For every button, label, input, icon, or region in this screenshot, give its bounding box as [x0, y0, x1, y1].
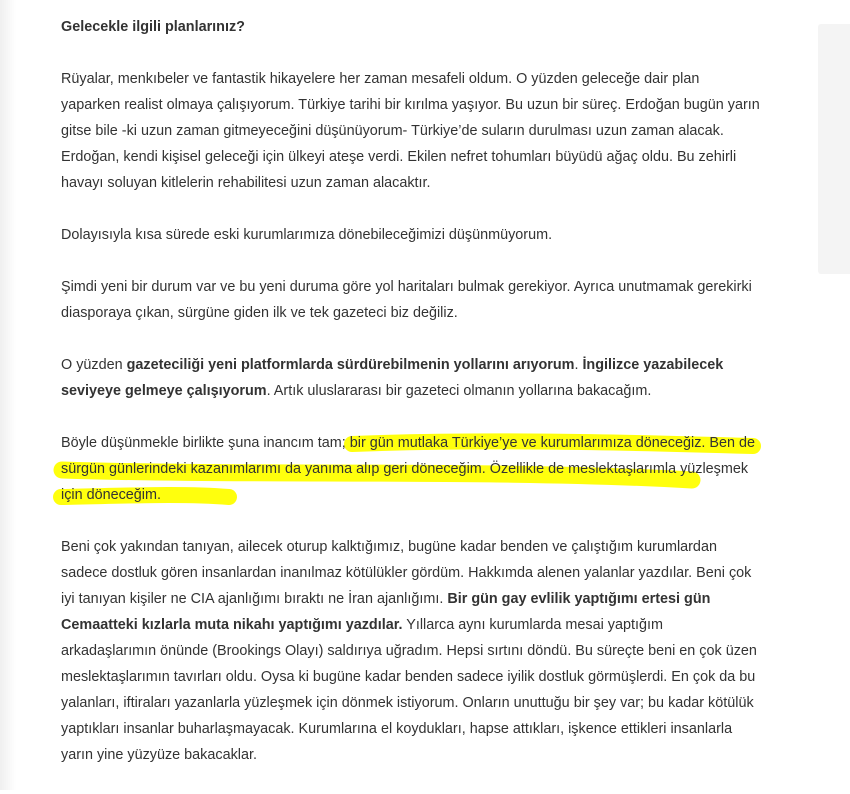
paragraph-4-bold-b: İngilizce yazabilecek seviyeye gelmeye çalışıyorum: [61, 357, 724, 399]
paragraph-1: Rüyalar, menkıbeler ve fantastik hikayelere her zaman mesafeli oldum. O yüzden geleceğe dair plan yaparken realist olmaya çalışıyorum. Türkiye tarihi bir kırılma yaşıyor. Bu uzun bir süreç. Erdoğan bugün yarın gitse bile -ki uzun zaman gitmeyeceğini düşünüyorum- Türkiye’de suların durulması uzun zaman alacak. Erdoğan, kendi kişisel geleceği için ülkeyi ateşe verdi. Ekilen nefret tohumları büyüdü ağaç oldu. Bu zehirli havayı soluyan kitlelerin rehabilitesi uzun zaman alacaktır.: [61, 71, 760, 191]
sidebar-panel: [818, 24, 850, 274]
paragraph-6-bold: Bir gün gay evlilik yaptığımı ertesi gün Cemaatteki kızlarla muta nikahı yaptığımı yazdılar.: [61, 591, 711, 633]
paragraph-4-bold-a: gazeteciliği yeni platformlarda sürdürebilmenin yollarını arıyorum: [126, 357, 575, 373]
paragraph-4-text-a: O yüzden: [61, 357, 127, 373]
paragraph-2: Dolayısıyla kısa sürede eski kurumlarımıza dönebileceğimizi düşünmüyorum.: [61, 227, 553, 243]
page-edge-shadow: [0, 0, 16, 790]
paragraph-4-text-c: .: [574, 357, 583, 373]
paragraph-5-highlighted: Böyle düşünmekle birlikte şuna inancım tam; bir gün mutlaka Türkiye’ye ve kurumlarımıza döneceğiz. Ben de sürgün günlerindeki kazanımlarımı da yanıma alıp geri döneceğim. Özellikle de meslektaşlarımla yüzleşmek için döneceğim.: [61, 435, 756, 503]
paragraph-6-text-a: Beni çok yakından tanıyan, ailecek oturup kalktığımız, bugüne kadar benden ve çalıştığım kurumlardan sadece dostluk gören insanlardan inanılmaz kötülükler gördüm. Hakkımda alenen yalanlar yazdılar. Beni çok iyi tanıyan kişiler ne CIA ajanlığımı bıraktı ne İran ajanlığımı.: [61, 539, 752, 607]
paragraph-3: Şimdi yeni bir durum var ve bu yeni duruma göre yol haritaları bulmak gerekiyor. Ayrıca unutmamak gerekirki diasporaya çıkan, sürgüne giden ilk ve tek gazeteci biz değiliz.: [61, 279, 752, 321]
paragraph-4-text-e: . Artık uluslararası bir gazeteci olmanın yollarına bakacağım.: [266, 383, 652, 399]
paragraph-6-text-c: Yıllarca aynı kurumlarda mesai yaptığım arkadaşlarımın önünde (Brookings Olayı) saldırıya uğradım. Hepsi sırtını döndü. Bu süreçte beni en çok üzen meslektaşlarımın tavırları oldu. Oysa ki bugüne kadar benden sadece iyilik dostluk görmüşlerdi. En çok da bu yalanları, iftiraları yazanlarla yüzleşmek için dönmek istiyorum. Onların unuttuğu bir şey var; bu kadar kötülük yaptıkları insanlar buharlaşmayacak. Kurumlarına el koydukları, hapse attıkları, işkence ettikleri insanlarla yarın yine yüzyüze bakacaklar.: [61, 617, 757, 763]
article-body: [61, 14, 761, 794]
paragraph-4: [61, 352, 761, 404]
interview-question: Gelecekle ilgili planlarınız?: [61, 19, 245, 35]
paragraph-6: [61, 534, 761, 768]
